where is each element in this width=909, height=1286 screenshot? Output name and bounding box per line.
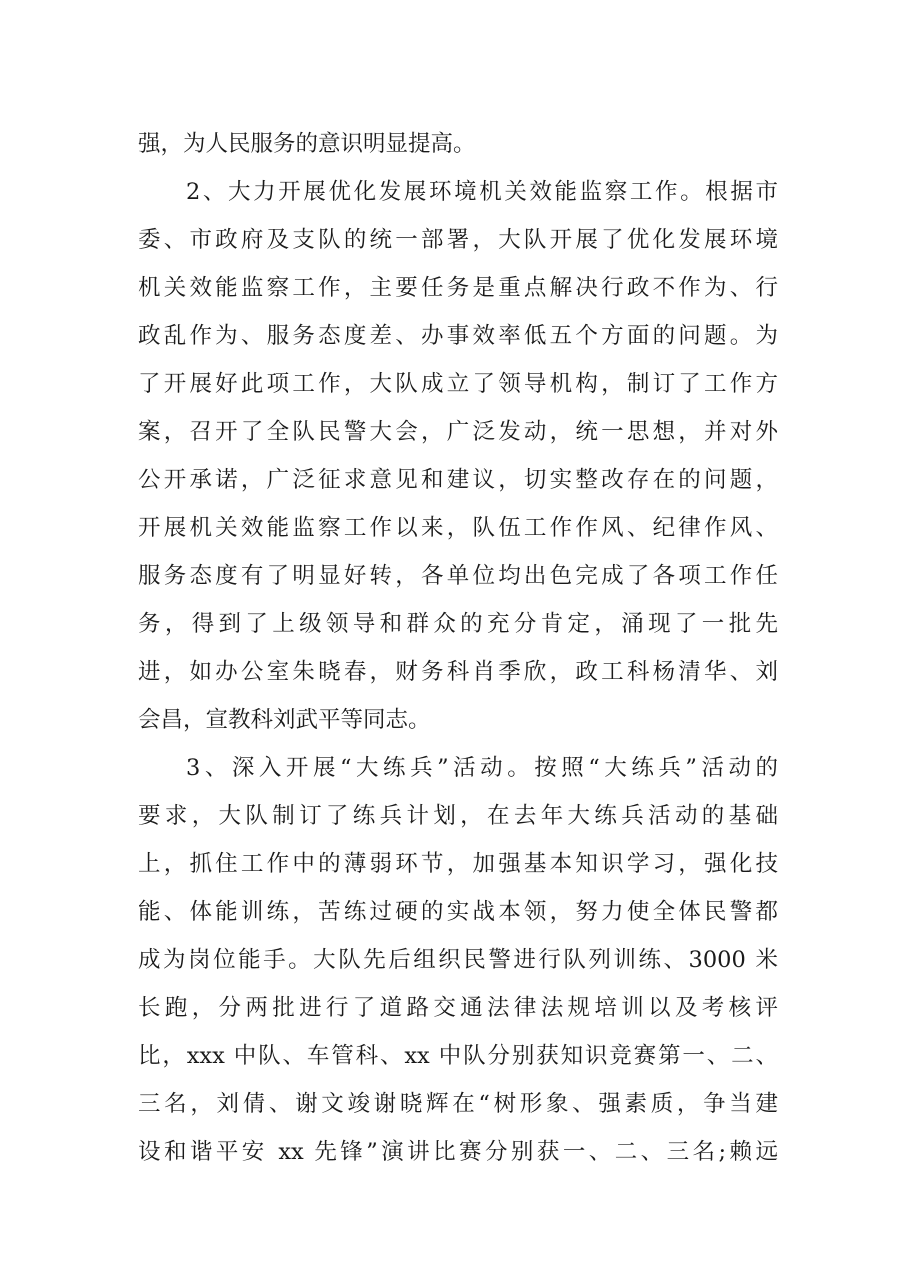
text-line: 要求，大队制订了练兵计划，在去年大练兵活动的基础: [138, 803, 778, 829]
text-line: 服务态度有了明显好转，各单位均出色完成了各项工作任: [138, 563, 778, 589]
text-line: 3、深入开展“大练兵”活动。按照“大练兵”活动的: [186, 755, 778, 781]
text-line: 成为岗位能手。大队先后组织民警进行队列训练、3000 米: [138, 947, 778, 973]
text-line: 了开展好此项工作，大队成立了领导机构，制订了工作方: [138, 371, 778, 397]
text-line: 会昌，宣教科刘武平等同志。: [138, 707, 431, 733]
text-line: 进，如办公室朱晓春，财务科肖季欣，政工科杨清华、刘: [138, 659, 778, 685]
text-line: 务，得到了上级领导和群众的充分肯定，涌现了一批先: [138, 611, 778, 637]
text-line: 长跑，分两批进行了道路交通法律法规培训以及考核评: [138, 995, 778, 1021]
text-line: 案，召开了全队民警大会，广泛发动，统一思想，并对外: [138, 419, 778, 445]
text-line: 能、体能训练，苦练过硬的实战本领，努力使全体民警都: [138, 899, 778, 925]
text-line: 政乱作为、服务态度差、办事效率低五个方面的问题。为: [138, 323, 778, 349]
text-line: 三名，刘倩、谢文竣谢晓辉在“树形象、强素质，争当建: [138, 1091, 778, 1117]
text-line: 机关效能监察工作，主要任务是重点解决行政不作为、行: [138, 275, 778, 301]
text-line: 上，抓住工作中的薄弱环节，加强基本知识学习，强化技: [138, 851, 778, 877]
text-line: 比，xxx 中队、车管科、xx 中队分别获知识竞赛第一、二、: [138, 1043, 778, 1069]
text-line: 委、市政府及支队的统一部署，大队开展了优化发展环境: [138, 227, 778, 253]
text-line: 公开承诺，广泛征求意见和建议，切实整改存在的问题，: [138, 467, 778, 493]
text-line: 设和谐平安 xx 先锋”演讲比赛分别获一、二、三名;赖远: [138, 1139, 778, 1165]
text-line: 2、大力开展优化发展环境机关效能监察工作。根据市: [186, 179, 778, 205]
text-line: 开展机关效能监察工作以来，队伍工作作风、纪律作风、: [138, 515, 778, 541]
text-line: 强，为人民服务的意识明显提高。: [138, 131, 476, 157]
